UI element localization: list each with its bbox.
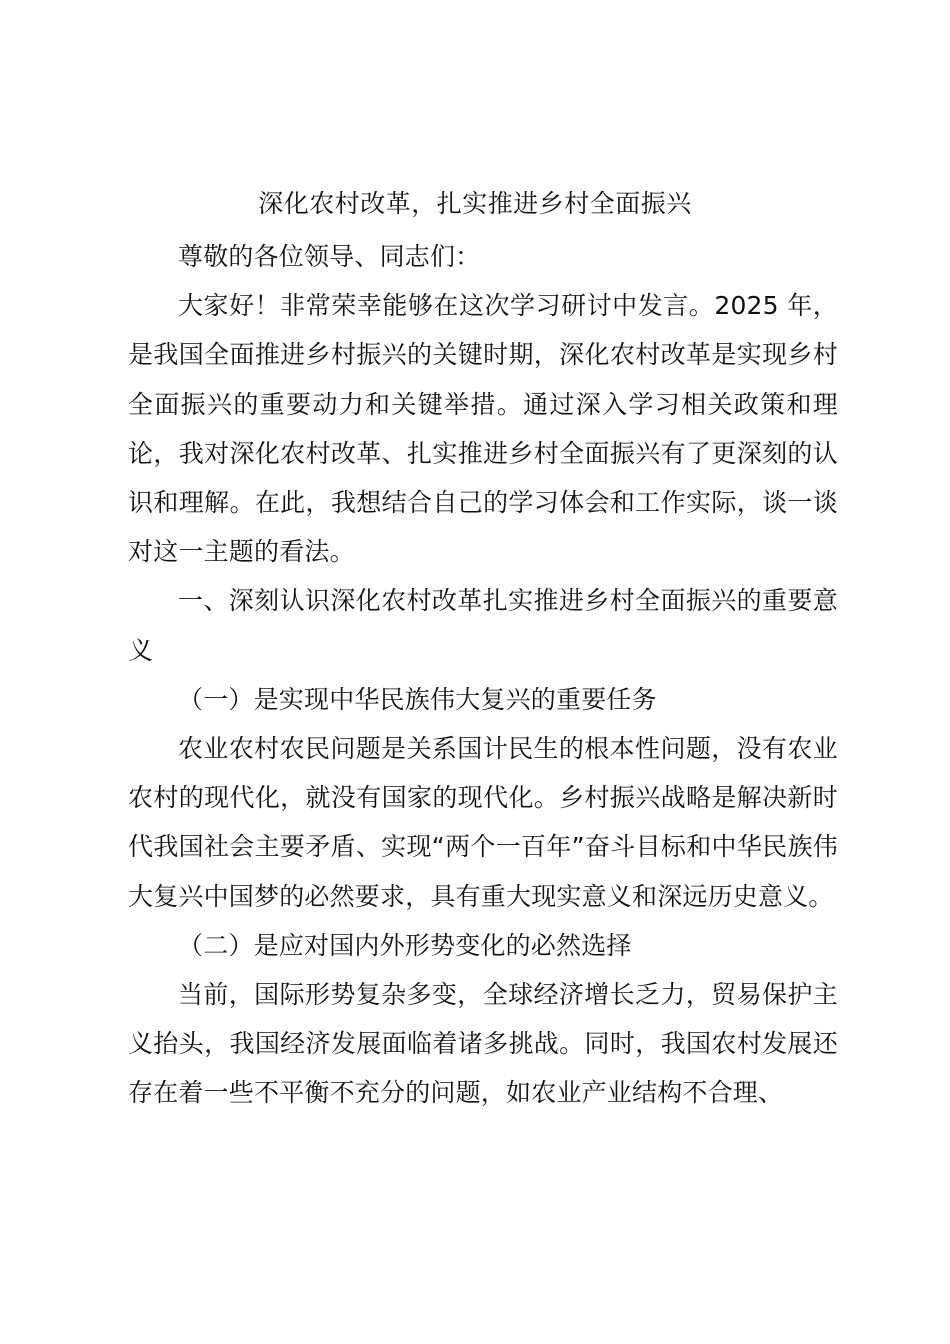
section-heading-1: 一、深刻认识深化农村改革扎实推进乡村全面振兴的重要意义 [128,586,838,665]
body-paragraph-1: 农业农村农民问题是关系国计民生的根本性问题，没有农业农村的现代化，就没有国家的现代化。乡村振兴战略是解决新时代我国社会主要矛盾、实现“两个一百年”奋斗目标和中华民族伟大复兴中国梦的必然要求，具有重大现实意义和深远历史意义。 [128,734,838,911]
document-title: 深化农村改革，扎实推进乡村全面振兴 [258,189,692,218]
opening-paragraph: 大家好！非常荣幸能够在这次学习研讨中发言。2025 年，是我国全面推进乡村振兴的关键时期，深化农村改革是实现乡村全面振兴的重要动力和关键举措。通过深入学习相关政策和理论，我对深化农村改革、扎实推进乡村全面振兴有了更深刻的认识和理解。在此，我想结合自己的学习体会和工作实际，谈一谈对这一主题的看法。 [128,291,838,567]
body-paragraph-2: 当前，国际形势复杂多变，全球经济增长乏力，贸易保护主义抬头，我国经济发展面临着诸多挑战。同时，我国农村发展还存在着一些不平衡不充分的问题，如农业产业结构不合理、 [128,980,838,1108]
document-body [128,232,838,1118]
subsection-heading-1: （一）是实现中华民族伟大复兴的重要任务 [178,684,657,714]
subsection-heading-2: （二）是应对国内外形势变化的必然选择 [178,930,632,960]
salutation-paragraph: 尊敬的各位领导、同志们： [178,242,481,271]
